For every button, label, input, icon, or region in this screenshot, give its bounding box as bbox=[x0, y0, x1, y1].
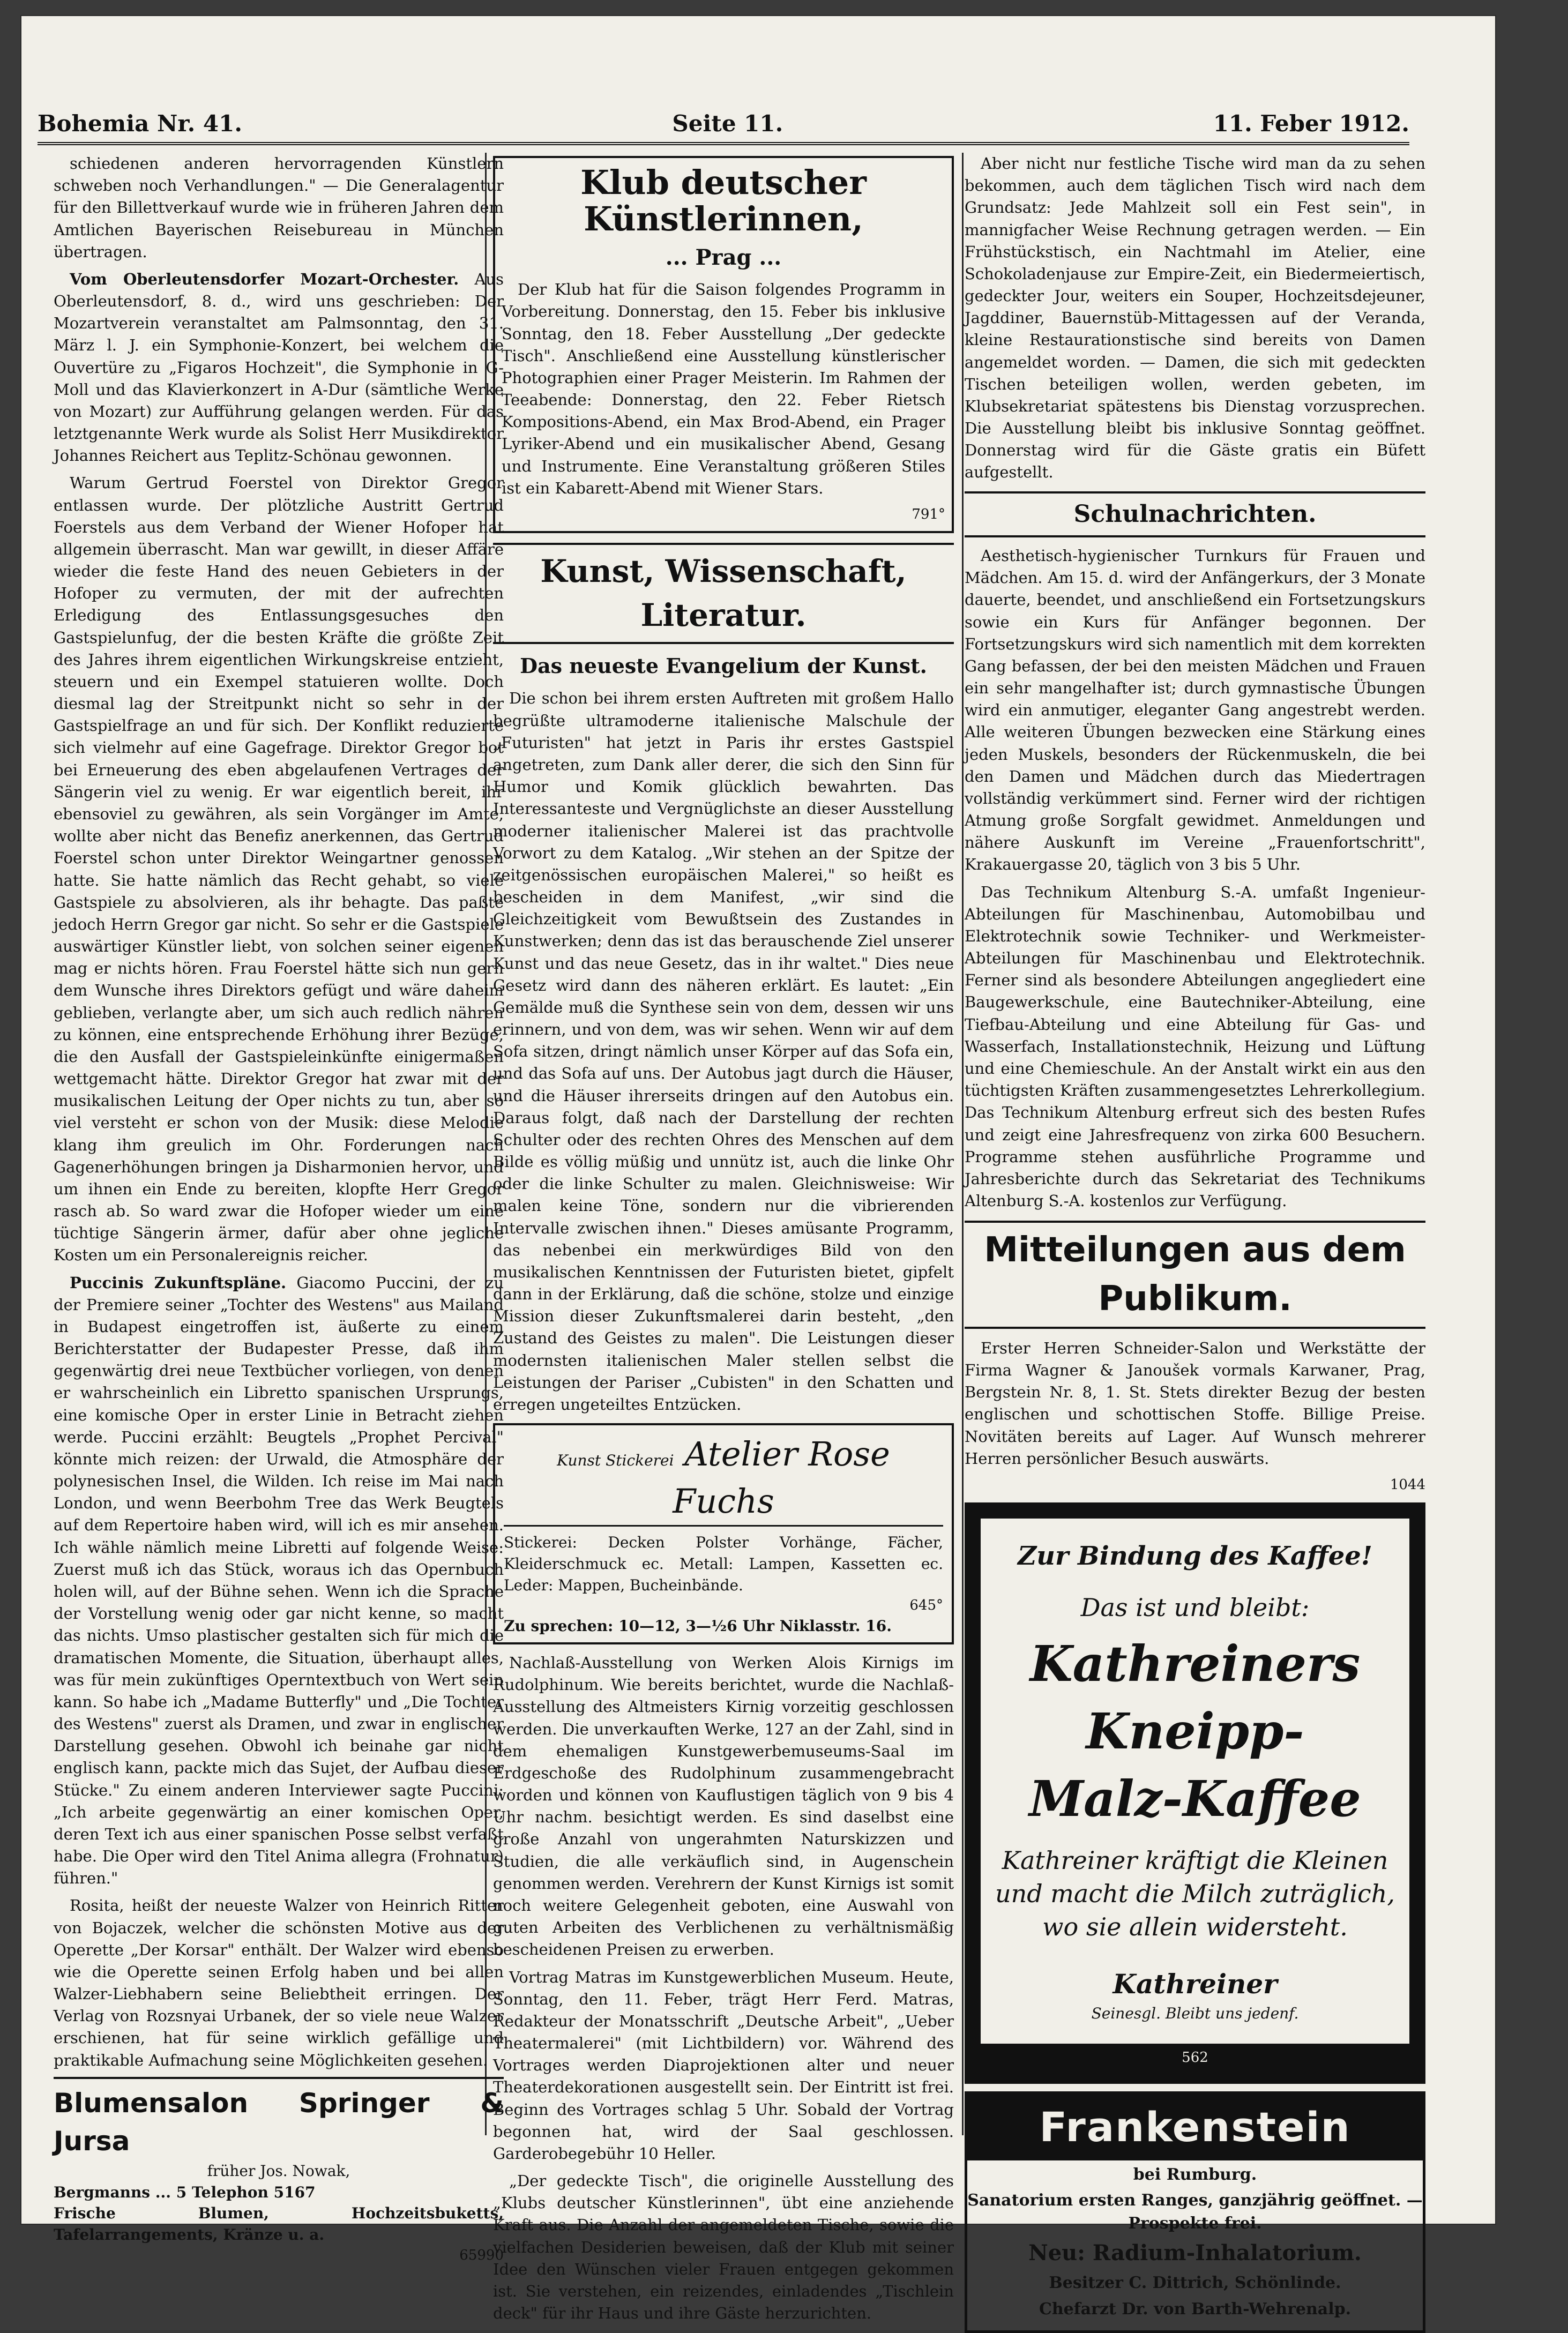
section-heading: Schulnachrichten. bbox=[965, 491, 1425, 537]
atelier-advert bbox=[493, 1423, 954, 1644]
club-subtitle: ... Prag ... bbox=[665, 245, 782, 271]
club-text: Der Klub hat für die Saison folgendes Programm in Vorbereitung. Donnerstag, den 15. Feber bis inklusive Sonntag, den 18. Feber Ausstellung „Der gedeckte Tisch". Anschließend eine Ausstellung künstlerischer Photographien einer Prager Meisterin. Im Rahmen der Teeabende: Donnerstag, den 22. Feber Rietsch Kompositions-Abend, ein Max Brod-Abend, ein Prager Lyriker-Abend und ein musikalischer Abend, Gesang und Instrumente. Eine Veranstaltung größeren Stiles ist ein Kabarett-Abend mit Wiener Stars. bbox=[502, 280, 945, 497]
club-ref: 791° bbox=[912, 506, 945, 522]
section-heading: Kunst, Wissenschaft, Literatur. bbox=[493, 543, 954, 644]
article-paragraph bbox=[54, 1272, 504, 1890]
atelier-name: Atelier Rose Fuchs bbox=[673, 1434, 890, 1521]
advert-line: Das ist und bleibt: bbox=[1080, 1593, 1310, 1622]
advert-line: früher Jos. Nowak, bbox=[207, 2162, 350, 2180]
atelier-hours: Zu sprechen: 10—12, 3—½6 Uhr Niklasstr. 16. bbox=[504, 1617, 892, 1635]
section-heading: Mitteilungen aus dem Publikum. bbox=[965, 1221, 1425, 1329]
header-right: 11. Feber 1912. bbox=[1213, 110, 1409, 137]
advert-line: Bergmanns ... 5 Telephon 5167 bbox=[54, 2183, 316, 2201]
article-paragraph: schiedenen anderen hervorragenden Künstlern schweben noch Verhandlungen." — Die Generalagentur für den Billettverkauf wurde wie in früheren Jahren dem Amtlichen Bayerischen Reisebureau in München übertragen. bbox=[54, 154, 504, 261]
atelier-small: Kunst Stickerei bbox=[557, 1452, 674, 1470]
club-title: Klub deutscher Künstlerinnen, bbox=[580, 163, 867, 239]
article-paragraph: Vortrag Matras im Kunstgewerblichen Museum. Heute, Sonntag, den 11. Feber, trägt Herr Ferd. Matras, Redakteur der Monatsschrift „Deutsche Arbeit", „Ueber Theatermalerei" (mit Lichtbildern) vor. Während des Vortrages werden Diaprojektionen alter und neuer Theaterdekorationen ausgestellt sein. Der Eintritt ist frei. Beginn des Vortrages schlag 5 Uhr. Sobald der Vortrag begonnen hat, wird der Saal geschlossen. Garderobegebühr 10 Heller. bbox=[493, 1968, 954, 2163]
article-title: Puccinis Zukunftspläne. bbox=[70, 1273, 287, 1292]
frankenstein-advert bbox=[965, 2091, 1425, 2333]
article-ref: 1044 bbox=[1390, 1476, 1425, 1493]
article-text: Aus Oberleutensdorf, 8. d., wird uns geschrieben: Der Mozartverein veranstaltet am Palmsonntag, den 31. März l. J. ein Symphonie-Konzert, bei welchem die Ouvertüre zu „Figaros Hochzeit", die Symphonie in G-Moll und das Klavierkonzert in A-Dur (sämtliche Werke von Mozart) zur Aufführung gelangen werden. Für das letztgenannte Werk wurde als Solist Herr Musikdirektor Johannes Reichert aus Teplitz-Schönau gewonnen. bbox=[54, 270, 504, 465]
atelier-logo bbox=[504, 1431, 943, 1527]
advert-title: Frankenstein bbox=[967, 2094, 1423, 2160]
advert-line: bei Rumburg. bbox=[1133, 2165, 1257, 2184]
header-center: Seite 11. bbox=[672, 110, 783, 137]
club-notice bbox=[493, 156, 954, 533]
advert-line: Besitzer C. Dittrich, Schönlinde. bbox=[1049, 2274, 1341, 2293]
article-text: Giacomo Puccini, der zu der Premiere seiner „Tochter des Westens" aus Mailand in Budapest eingetroffen ist, äußerte zu einem Berichterstatter der Budapester Presse, daß ihm gegenwärtig drei neue Textbücher vorliegen, von denen er wahrscheinlich ein Libretto spanischen Ursprungs, eine komische Oper in erster Linie in Betracht ziehen werde. Puccini erzählt: Beugtels „Prophet Percival" könnte mich reizen: der Urwald, die Atmosphäre der polynesischen Insel, die Wilden. Ich reise im Mai nach London, und wenn Beerbohm Tree das Werk Beugtels auf dem Repertoire haben wird, will ich es mir ansehen. Ich wähle nämlich meine Libretti auf folgende Weise: Zuerst muß ich das Stück, woraus ich das Opernbuch holen will, auf der Bühne sehen. Wenn ich die Sprache der Vorstellung wenig oder gar nicht kenne, so macht das nichts. Umso plastischer gestalten sich für mich die dramatischen Momente, die Situation, überhaupt alles, was für mein zukünftiges Operntextbuch von Wert sein kann. So habe ich „Madame Butterfly" und „Die Tochter des Westens" zuerst als Dramen, und zwar in englischer Darstellung gesehen. Obwohl ich beinahe gar nicht englisch kann, packte mich das Sujet, der Aufbau dieser Stücke." Zu einem anderen Interviewer sagte Puccini: „Ich arbeite gegenwärtig an einer komischen Oper, deren Text ich aus einer spanischen Posse selbst verfaßt habe. Die Oper wird den Titel Anima allegra (Frohnatur) führen." bbox=[54, 1273, 504, 1888]
advert-ref: 562 bbox=[1182, 2049, 1208, 2066]
atelier-ref: 645° bbox=[909, 1597, 943, 1614]
advert-brand: Malz-Kaffee bbox=[1029, 1769, 1361, 1828]
advert-line: Chefarzt Dr. von Barth-Wehrenalp. bbox=[1039, 2299, 1352, 2319]
header-left: Bohemia Nr. 41. bbox=[38, 110, 242, 137]
advert-ref: 65990 bbox=[459, 2247, 504, 2263]
atelier-text: Stickerei: Decken Polster Vorhänge, Fächer, Kleiderschmuck ec. Metall: Lampen, Kassetten ec. Leder: Mappen, Bucheinbände. bbox=[504, 1534, 943, 1594]
article-paragraph: Nachlaß-Ausstellung von Werken Alois Kirnigs im Rudolphinum. Wie bereits berichtet, wurde die Nachlaß-Ausstellung des Altmeisters Kirnig vorzeitig geschlossen werden. Die unverkauften Werke, 127 an der Zahl, sind in dem ehemaligen Kunstgewerbemuseums-Saal im Erdgeschoße des Rudolphinum zusammengebracht worden und können von Kauflustigen täglich von 9 bis 4 Uhr nachm. besichtigt werden. Es sind daselbst eine große Anzahl von ungerahmten Naturskizzen und Studien, die alle verkäuflich sind, in Augenschein genommen werden. Verehrern der Kunst Kirnigs ist somit noch weitere Gelegenheit geboten, eine Auswahl von guten Arbeiten des Verblichenen zu verhältnismäßig bescheidenen Preisen zu erwerben. bbox=[493, 1654, 954, 1959]
article-paragraph: Aber nicht nur festliche Tische wird man da zu sehen bekommen, auch dem täglichen Tisch wird nach dem Grundsatz: Jede Mahlzeit soll ein Fest sein", in mannigfacher Weise Rechnung getragen werden. — Ein Frühstückstisch, ein Nachtmahl im Atelier, eine Schokoladenjause zur Empire-Zeit, ein Biedermeiertisch, gedeckter Jour, weiters ein Souper, Hochzeitsdejeuner, Jagddiner, Bauernstüb-Mittagessen auf der Veranda, kleine Restaurationstische sind bereits von Damen angemeldet worden. — Damen, die sich mit gedeckten Tischen beteiligen wollen, werden gebeten, im Klubsekretariat spätestens bis Dienstag vorzusprechen. Die Ausstellung bleibt bis inklusive Sonntag geöffnet. Donnerstag wird für die Gäste gratis ein Büfett aufgestellt. bbox=[965, 154, 1425, 482]
advert-brand: Kathreiners bbox=[1029, 1635, 1361, 1693]
advert-frame bbox=[981, 1519, 1409, 2044]
article-heading: Das neueste Evangelium der Kunst. bbox=[520, 653, 927, 678]
advert-signature-line: Seinesgl. Bleibt uns jedenf. bbox=[1091, 2005, 1299, 2023]
advert-signature: Kathreiner bbox=[1112, 1968, 1278, 2000]
column-1 bbox=[54, 153, 504, 2263]
page-header bbox=[38, 104, 1409, 145]
advert-title: Blumensalon Springer & Jursa bbox=[54, 2087, 504, 2157]
article-paragraph: Aesthetisch-hygienischer Turnkurs für Frauen und Mädchen. Am 15. d. wird der Anfängerkurs, der 3 Monate dauerte, beendet, und anschließend ein Fortsetzungskurs sowie ein Kurs für Anfänger begonnen. Der Fortsetzungskurs wird sich namentlich mit dem korrekten Gang befassen, der bei den meisten Mädchen und Frauen ein sehr mangelhafter ist; durch gymnastische Übungen wird ein anmutiger, eleganter Gang angestrebt werden. Alle weiteren Übungen bezwecken eine Stärkung eines jeden Muskels, besonders der Rückenmuskeln, die bei den Damen und Mädchen durch das Miedertragen vollständig verkümmert sind. Ferner wird der richtigen Atmung große Sorgfalt gewidmet. Anmeldungen und nähere Auskunft im Vereine „Frauenfortschritt", Krakauergasse 20, täglich von 3 bis 5 Uhr. bbox=[965, 547, 1425, 874]
advert-title: Zur Bindung des Kaffee! bbox=[1018, 1541, 1372, 1571]
column-3 bbox=[965, 153, 1425, 2319]
article-paragraph: Die schon bei ihrem ersten Auftreten mit großem Hallo begrüßte ultramoderne italienische Malschule der „Futuristen" hat jetzt in Paris ihr erstes Gastspiel angetreten, zum Dank aller derer, die sich den Sinn für Humor und Komik glücklich bewahrten. Das Interessanteste und Vergnüglichste an dieser Ausstellung moderner italienischer Malerei ist das prachtvolle Vorwort zu dem Katalog. „Wir stehen an der Spitze der zeitgenössischen europäischen Malerei," so heißt es bescheiden in dem Manifest, „wir sind die Gleichzeitigkeit vom Bewußtsein des Zustandes in Kunstwerken; denn das ist das berauschende Ziel unserer Kunst und das neue Gesetz, das in ihr waltet." Dies neue Gesetz wird dann des näheren erklärt. Es lautet: „Ein Gemälde muß die Synthese sein von dem, dessen wir uns erinnern, und von dem, was wir sehen. Wenn wir auf dem Sofa sitzen, dringt nämlich unser Körper auf das Sofa ein, und das Sofa auf uns. Der Autobus jagt durch die Häuser, und die Häuser ihrerseits dringen auf den Autobus ein. Daraus folgt, daß nach der Darstellung der rechten Schulter oder des rechten Ohres des Menschen auf dem Bilde es völlig müßig und unnütz ist, auch die linke Ohr oder die linke Schulter zu malen. Gleichnisweise: Wir malen keine Töne, sondern nur die vibrierenden Intervalle zwischen ihnen." Dieses amüsante Programm, das nebenbei ein merkwürdiges Bild von den musikalischen Kenntnissen der Futuristen bietet, gipfelt dann in der Erklärung, daß die schöne, stolze und einzige Mission dieser Zukunftsmalerei darin besteht, „den Zustand des Geistes zu malen". Die Leistungen dieser modernsten italienischen Maler stellen selbst die Leistungen der Pariser „Cubisten" in den Schatten und erregen ungeteiltes Entzücken. bbox=[493, 689, 954, 1414]
kathreiner-advert bbox=[965, 1502, 1425, 2084]
advert-line: Frische Blumen, Hochzeitsbuketts, Tafelarrangements, Kränze u. a. bbox=[54, 2204, 504, 2244]
advert-line: Neu: Radium-Inhalatorium. bbox=[1028, 2240, 1362, 2266]
article-title: Vom Oberleutensdorfer Mozart-Orchester. bbox=[70, 270, 459, 288]
article-paragraph: Rosita, heißt der neueste Walzer von Heinrich Ritter von Bojaczek, welcher die schönsten Motive aus der Operette „Der Korsar" enthält. Der Walzer wird ebenso wie die Operette seinen Erfolg haben und bei allen Walzer-Liebhabern seine Beliebtheit erringen. Der Verlag von Rozsnyai Urbanek, der so viele neue Walzer erschienen, hat für seine wirklich gefällige und praktikable Aufmachung seine Möglichkeiten gesehen. bbox=[54, 1896, 504, 2069]
advert-brand: Kneipp- bbox=[1086, 1702, 1304, 1761]
advert-line: Sanatorium ersten Ranges, ganzjährig geöffnet. — Prospekte frei. bbox=[967, 2191, 1423, 2233]
springer-advert bbox=[54, 2077, 504, 2265]
column-rule bbox=[962, 153, 964, 2135]
article-paragraph: Erster Herren Schneider-Salon und Werkstätte der Firma Wagner & Janoušek vormals Karwaner, Prag, Bergstein Nr. 8, 1. St. Stets direkter Bezug der besten englischen und schottischen Stoffe. Billige Preise. Novitäten bereits auf Lager. Auf Wunsch mehrerer Herren persönlicher Besuch auswärts. bbox=[965, 1339, 1425, 1468]
article-paragraph bbox=[54, 268, 504, 467]
column-2 bbox=[493, 153, 954, 2323]
article-paragraph: Das Technikum Altenburg S.-A. umfaßt Ingenieur-Abteilungen für Maschinenbau, Automobilbau und Elektrotechnik sowie Techniker- und Werkmeister-Abteilungen für Maschinenbau und Elektrotechnik. Ferner sind als besondere Abteilungen angegliedert eine Baugewerkschule, eine Bautechniker-Abteilung, eine Tiefbau-Abteilung und eine Abteilung für Gas- und Wasserfach, Installationstechnik, Heizung und Lüftung und eine Chemieschule. An der Anstalt wirkt ein aus den tüchtigsten Kräften zusammengesetztes Lehrerkollegium. Das Technikum Altenburg erfreut sich des besten Rufes und zeigt eine Jahresfrequenz von zirka 600 Besuchern. Programme stehen ausführliche Programme und Jahresberichte durch das Sekretariat des Technikums Altenburg S.-A. kostenlos zur Verfügung. bbox=[965, 883, 1425, 1210]
article-paragraph: Warum Gertrud Foerstel von Direktor Gregor entlassen wurde. Der plötzliche Austritt Gertrud Foerstels aus dem Verband der Wiener Hofoper hat allgemein überrascht. Man war gewillt, in dieser Affäre wieder die feste Hand des neuen Gebieters in der Hofoper zu vermuten, der mit der aufrechten Erledigung des Entlassungsgesuches den Gastspielunfug, der die besten Kräfte die größte Zeit des Jahres ihrem eigentlichen Wirkungskreise entzieht, steuern und ein Exempel statuieren wollte. Doch diesmal lag der Streitpunkt nicht so sehr in der Gastspielfrage an und für sich. Der Konflikt reduzierte sich vielmehr auf eine Gagefrage. Direktor Gregor bot bei Erneuerung des eben abgelaufenen Vertrages der Sängerin viel zu wenig. Er war eigentlich bereit, ihr ebensoviel zu gewähren, als sein Vorgänger im Amte, wollte aber nicht das Benefiz anerkennen, das Gertrud Foerstel schon unter Direktor Weingartner genossen hatte. Sie hatte nämlich das Recht gehabt, so viele Gastspiele zu absolvieren, als ihr behagte. Das paßte jedoch Herrn Gregor gar nicht. So sehr er die Gastspiele auswärtiger Künstler liebt, von solchen seiner eigenen mag er nichts hören. Frau Foerstel hätte sich nun gern dem Wunsche ihres Direktors gefügt und wäre daheim geblieben, verlangte aber, um sich auch redlich nähren zu können, eine entsprechende Erhöhung ihrer Bezüge, die den Ausfall der Gastspieleinkünfte einigermaßen wettgemacht hätte. Direktor Gregor hat zwar mit der musikalischen Leitung der Oper nichts zu tun, aber so viel versteht er schon von der Musik: diese Melodie klang ihm greulich im Ohr. Forderungen nach Gagenerhöhungen bringen ja Disharmonien hervor, und um ihnen ein Ende zu bereiten, klopfte Herr Gregor rasch ab. So ward zwar die Hofoper wieder um eine tüchtige Sängerin ärmer, dafür aber ohne jegliche Kosten um ein Personalereignis reicher. bbox=[54, 474, 504, 1265]
advert-text: Kathreiner kräftigt die Kleinen und macht die Milch zuträglich, wo sie allein widersteht. bbox=[995, 1845, 1395, 1941]
article-paragraph: „Der gedeckte Tisch", die originelle Ausstellung des „Klubs deutscher Künstlerinnen", übt eine anziehende Kraft aus. Die Anzahl der angemeldeten Tische, sowie die vielfachen Desiderien beweisen, daß der Klub mit seiner Idee den Wünschen vieler Frauen entgegen gekommen ist. Sie verstehen, ein reizendes, einladendes „Tischlein deck" für ihr Haus und ihre Gäste herzurichten. bbox=[493, 2172, 954, 2323]
